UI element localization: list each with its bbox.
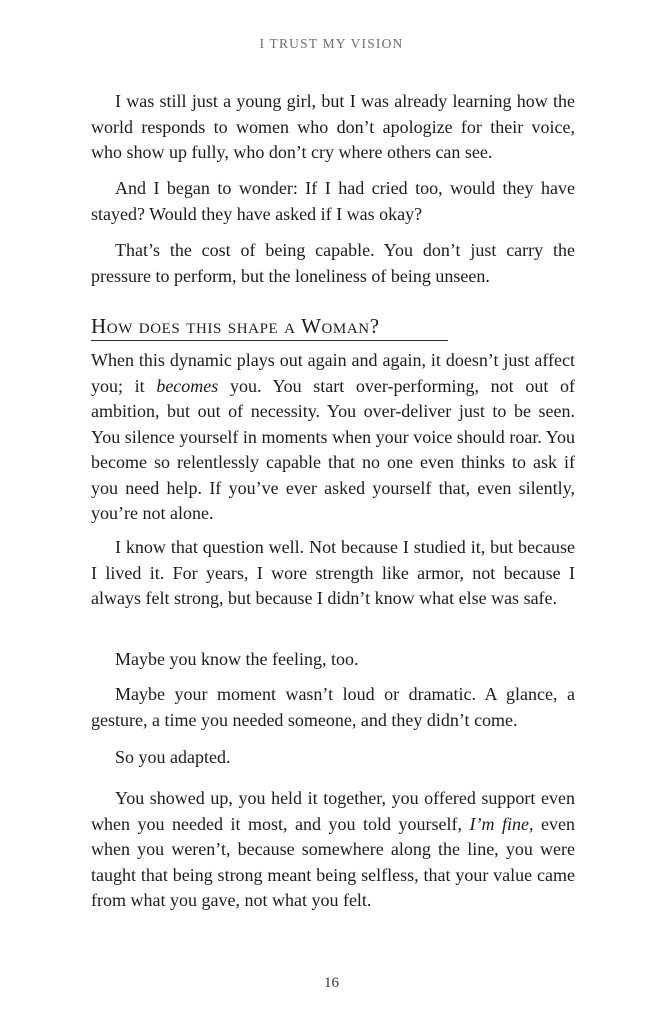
paragraph-young-girl: I was still just a young girl, but I was already learning how the world responds to women who don’t apologize for their voice, who show up fully, who don’t cry where others can see. <box>91 91 575 162</box>
paragraph-know-that-question: I know that question well. Not because I studied it, but because I lived it. For years, I wore strength like armor, not because I always felt strong, but because I didn’t know what else was safe. <box>91 537 575 608</box>
paragraph-cost-of-capable: That’s the cost of being capable. You don’t just carry the pressure to perform, but the loneliness of being unseen. <box>91 240 575 286</box>
paragraph-dynamic-text-b: you. You start over-performing, not out of ambition, but out of necessity. You over-deliver just to be seen. You silence yourself in moments when your voice should roar. You become so relentlessly capable that no one even thinks to ask if you need help. If you’ve ever asked yourself that, even silently, you’re not alone. <box>91 375 575 523</box>
page-number: 16 <box>324 975 339 991</box>
paragraph-know-the-feeling: Maybe you know the feeling, too. <box>115 649 359 669</box>
paragraph-dynamic-plays-out <box>91 348 575 527</box>
running-header: I TRUST MY VISION <box>259 36 404 51</box>
paragraph-so-you-adapted: So you adapted. <box>115 747 231 767</box>
paragraph-showed-up-text-a: You showed up, you held it together, you offered support even when you needed it most, and you told yourself, <box>91 788 575 834</box>
emphasis-becomes: becomes <box>156 375 219 396</box>
paragraph-you-showed-up <box>91 786 575 914</box>
paragraph-began-to-wonder: And I began to wonder: If I had cried too, would they have stayed? Would they have asked if I was okay? <box>91 178 575 224</box>
heading-underline <box>91 340 448 341</box>
section-heading: How does this shape a Woman? <box>91 314 380 338</box>
paragraph-showed-up-text-b: even when you weren’t, because somewhere along the line, you were taught that being strong meant being selfless, that your value came from what you gave, not what you felt. <box>91 813 576 910</box>
emphasis-im-fine: I’m fine, <box>469 813 534 834</box>
paragraph-your-moment: Maybe your moment wasn’t loud or dramatic. A glance, a gesture, a time you needed someone, and they didn’t come. <box>91 684 575 730</box>
paragraph-dynamic-text-a: When this dynamic plays out again and again, it doesn’t just affect you; it <box>91 350 575 396</box>
